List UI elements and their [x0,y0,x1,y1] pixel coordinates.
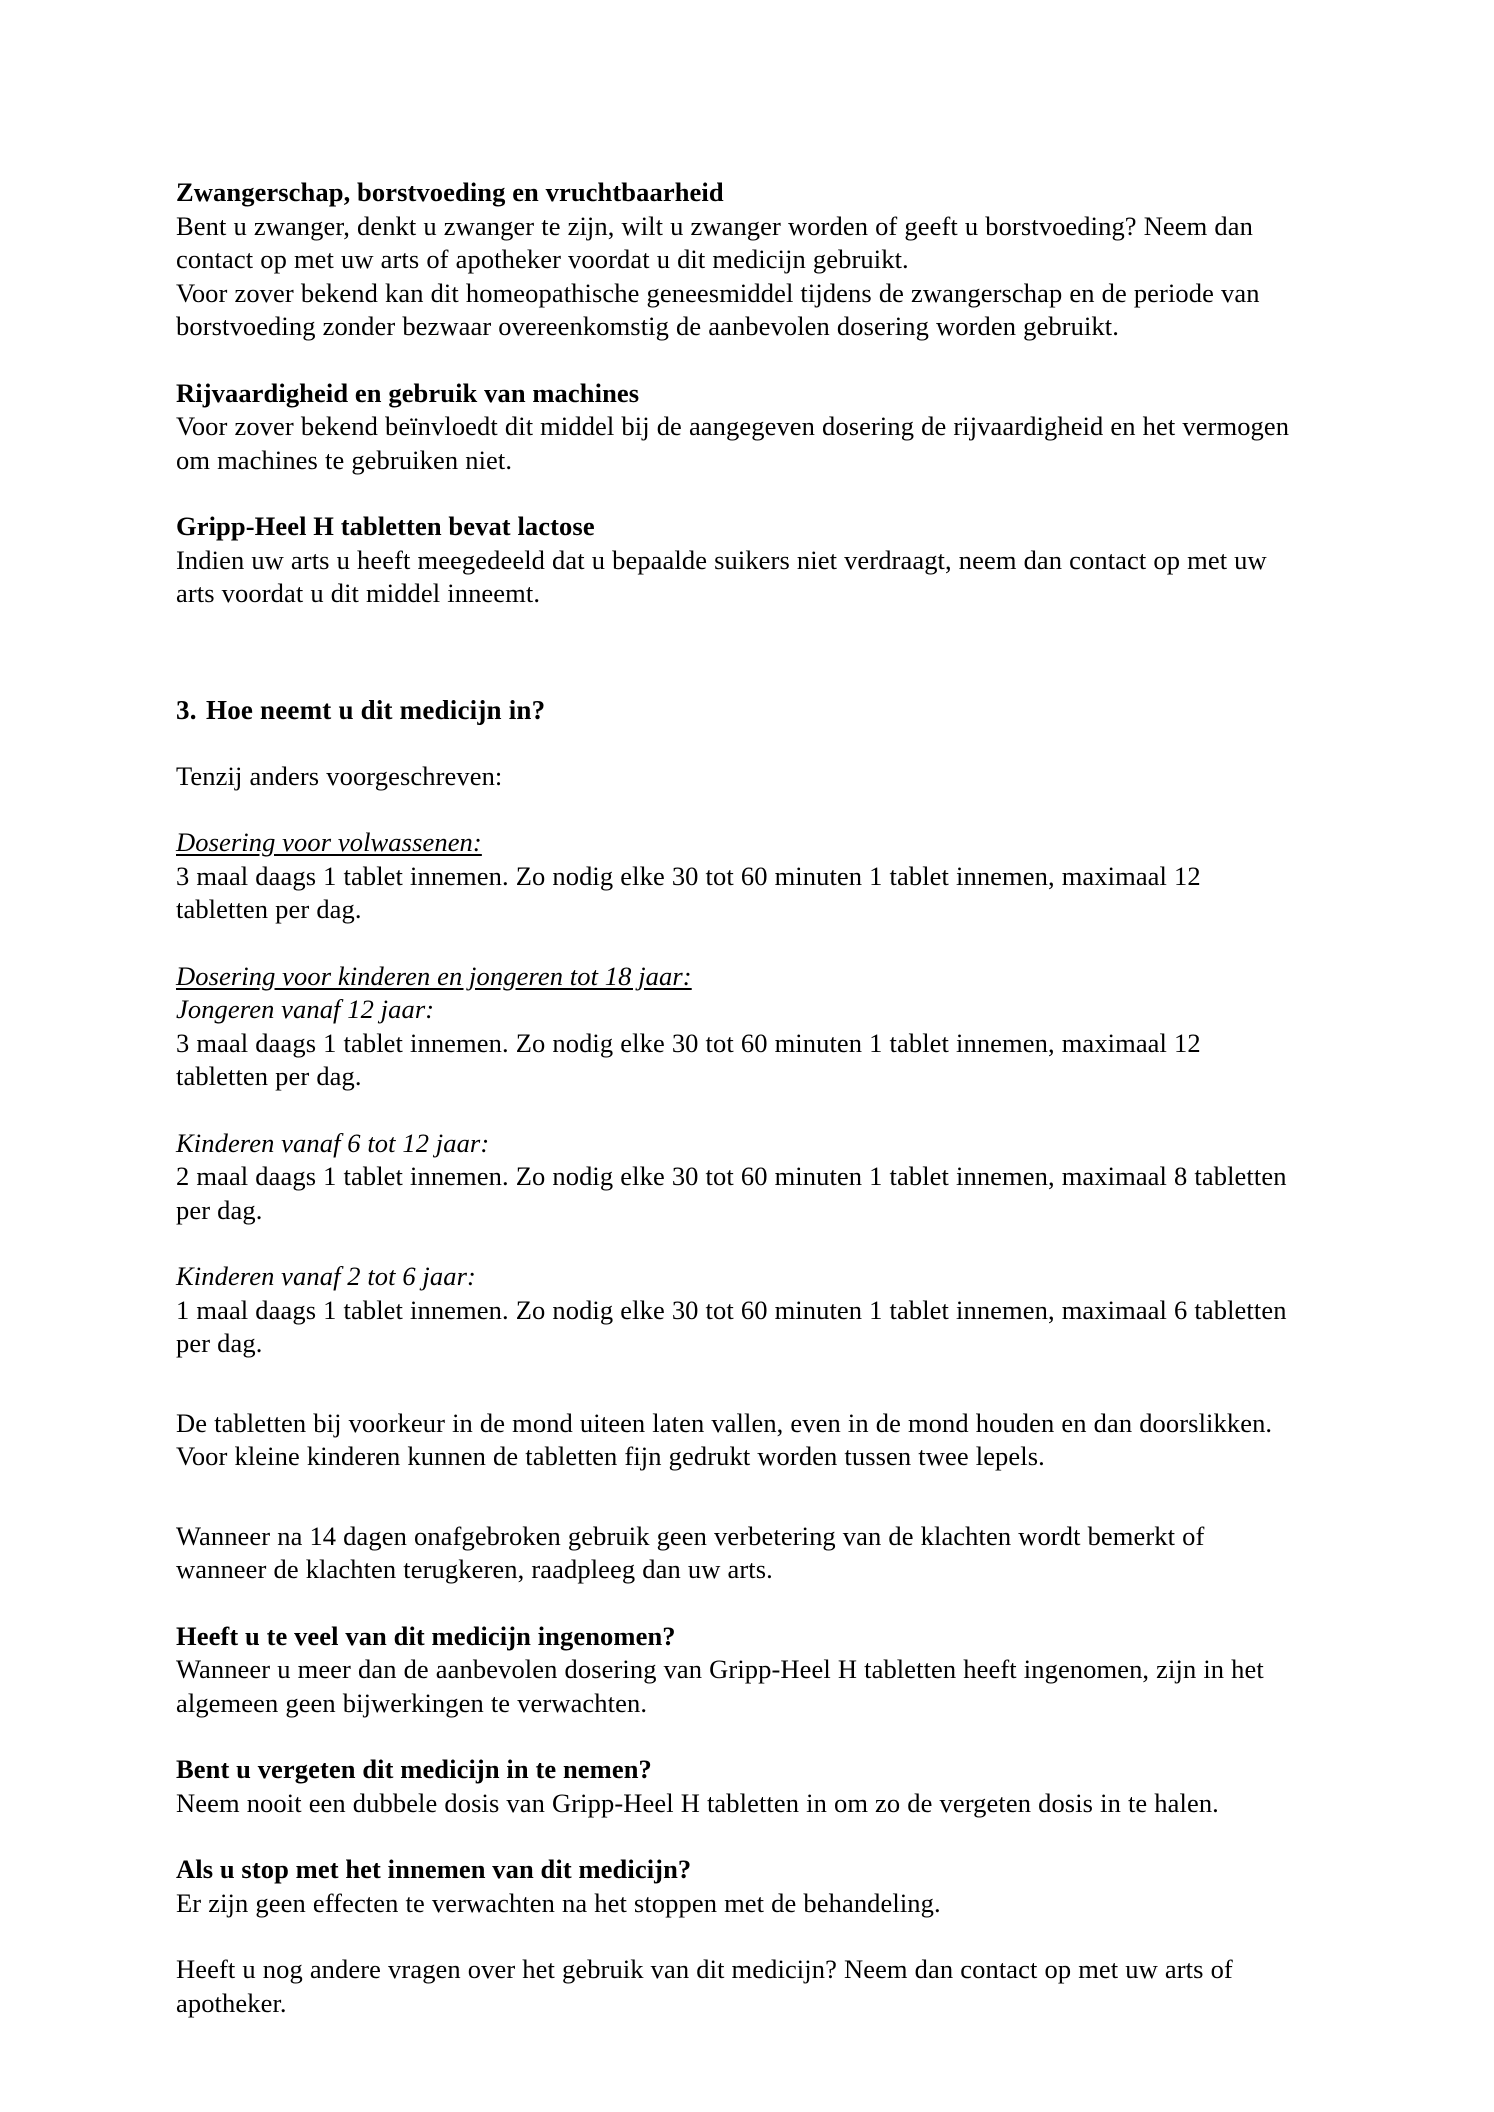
spacer [176,611,1294,693]
lactose-paragraph: Indien uw arts u heeft meegedeeld dat u bepaalde suikers niet verdraagt, neem dan contact op met uw arts voordat u dit middel inneemt. [176,544,1267,608]
dosing-group-text: 3 maal daags 1 tablet innemen. Zo nodig elke 30 tot 60 minuten 1 tablet innemen, maximaal 12 tabletten per dag. [176,1027,1201,1091]
lactose-heading: Gripp-Heel H tabletten bevat lactose [176,511,595,541]
overdose-heading: Heeft u te veel van dit medicijn ingenomen? [176,1620,676,1651]
spacer [176,927,1294,960]
dosing-group-label: Kinderen vanaf 2 tot 6 jaar: [176,1261,476,1291]
spacer [176,1820,1294,1853]
dosing-adults-heading: Dosering voor volwassenen: [176,827,482,857]
missed-dose-paragraph: Neem nooit een dubbele dosis van Gripp-Heel H tabletten in om zo de vergeten dosis in te halen. [176,1787,1219,1818]
spacer [176,1094,1294,1127]
stopping-heading: Als u stop met het innemen van dit medicijn? [176,1854,692,1884]
section-pregnancy [176,176,1294,344]
missed-dose-heading: Bent u vergeten dit medicijn in te nemen? [176,1754,652,1784]
dosing-children-heading: Dosering voor kinderen en jongeren tot 18 jaar: [176,960,692,991]
spacer [176,1920,1294,1953]
spacer [176,1720,1294,1753]
driving-paragraph: Voor zover bekend beïnvloedt dit middel bij de aangegeven dosering de rijvaardigheid en het vermogen om machines te gebruiken niet. [176,411,1290,475]
section-stopping [176,1853,1294,1920]
pregnancy-paragraph-1: Bent u zwanger, denkt u zwanger te zijn, wilt u zwanger worden of geeft u borstvoeding? Neem dan contact op met uw arts of apotheker voordat u dit medicijn gebruikt. [176,210,1253,274]
section-title: Hoe neemt u dit medicijn in? [206,694,546,725]
stopping-paragraph: Er zijn geen effecten te verwachten na het stoppen met de behandeling. [176,1887,941,1918]
closing-paragraph: Heeft u nog andere vragen over het gebruik van dit medicijn? Neem dan contact op met uw arts of apotheker. [176,1954,1233,2018]
spacer [176,1361,1294,1407]
spacer [176,344,1294,377]
section-driving [176,377,1294,478]
duration-note-paragraph: Wanneer na 14 dagen onafgebroken gebruik geen verbetering van de klachten wordt bemerkt of wanneer de klachten terugkeren, raadpleeg dan uw arts. [176,1520,1205,1584]
section-overdose [176,1620,1294,1721]
spacer [176,1474,1294,1520]
section-how-to-take [176,693,1294,1587]
section-number: 3. [176,694,197,725]
spacer [176,727,1294,760]
dosing-group-text: 1 maal daags 1 tablet innemen. Zo nodig elke 30 tot 60 minuten 1 tablet innemen, maximaal 6 tabletten per dag. [176,1294,1287,1358]
document-content [176,176,1294,2020]
pregnancy-paragraph-2: Voor zover bekend kan dit homeopathische geneesmiddel tijdens de zwangerschap en de periode van borstvoeding zonder bezwaar overeenkomstig de aanbevolen dosering worden gebruikt. [176,277,1260,341]
administration-paragraph: De tabletten bij voorkeur in de mond uiteen laten vallen, even in de mond houden en dan doorslikken. Voor kleine kinderen kunnen de tabletten fijn gedrukt worden tussen twee lepels. [176,1407,1273,1471]
dosing-group-label: Kinderen vanaf 6 tot 12 jaar: [176,1127,490,1158]
section-lactose [176,510,1294,611]
spacer [176,1587,1294,1620]
spacer [176,477,1294,510]
spacer [176,793,1294,826]
section-closing [176,1953,1294,2020]
dosing-adults-text: 3 maal daags 1 tablet innemen. Zo nodig elke 30 tot 60 minuten 1 tablet innemen, maximaal 12 tabletten per dag. [176,860,1201,924]
overdose-paragraph: Wanneer u meer dan de aanbevolen dosering van Gripp-Heel H tabletten heeft ingenomen, zijn in het algemeen geen bijwerkingen te verwachten. [176,1654,1264,1718]
dosing-group-text: 2 maal daags 1 tablet innemen. Zo nodig elke 30 tot 60 minuten 1 tablet innemen, maximaal 8 tabletten per dag. [176,1161,1287,1225]
dosing-group-label: Jongeren vanaf 12 jaar: [176,994,435,1024]
section-missed-dose [176,1753,1294,1820]
how-to-take-intro: Tenzij anders voorgeschreven: [176,760,503,791]
how-to-take-heading [176,693,1294,727]
spacer [176,1227,1294,1260]
pregnancy-heading: Zwangerschap, borstvoeding en vruchtbaarheid [176,177,724,207]
driving-heading: Rijvaardigheid en gebruik van machines [176,377,640,408]
